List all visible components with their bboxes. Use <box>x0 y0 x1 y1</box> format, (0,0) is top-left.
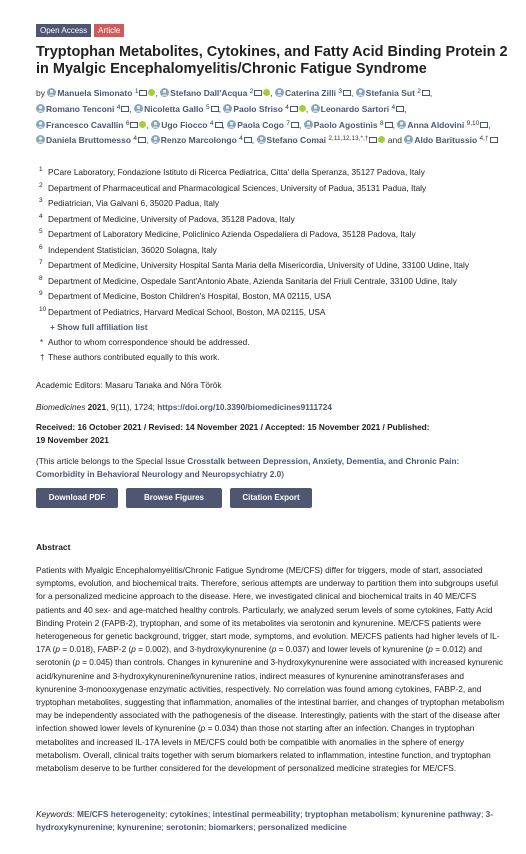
email-icon[interactable] <box>139 90 147 96</box>
citation-export-button[interactable]: Citation Export <box>230 488 312 508</box>
affiliation-text: Department of Medicine, Boston Children's Hospital, Boston, MA 02115, USA <box>48 291 332 301</box>
author-profile-icon <box>227 120 236 129</box>
author-entry <box>227 120 299 130</box>
author-profile-icon <box>356 88 365 97</box>
affiliation-text: Pediatrician, Via Galvani 6, 35020 Padua, Italy <box>48 198 219 208</box>
author-affiliation-number: 1 <box>134 88 139 95</box>
author-affiliation-number: 5 <box>205 103 210 111</box>
affiliation-list <box>36 165 516 365</box>
author-name[interactable]: Romano Tenconi <box>46 103 115 114</box>
author-profile-icon <box>151 135 160 144</box>
publication-dates: Received: 16 October 2021 / Revised: 14 November 2021 / Accepted: 15 November 2021 / Published: 19 November 2021 <box>36 422 430 445</box>
keywords: Keywords: ME/CFS heterogeneity; cytokines; intestinal permeability; tryptophan metabolism; kynurenine pathway; 3-hydroxykynurenine; kynurenine; serotonin; biomarkers; personalized medicine <box>36 809 494 832</box>
author-name[interactable]: Stefano Comai <box>266 135 327 146</box>
abstract-heading: Abstract <box>36 542 71 552</box>
author-entry <box>257 135 386 145</box>
email-icon[interactable] <box>290 106 298 112</box>
author-entry <box>36 135 146 145</box>
author-affiliation-number: 4,† <box>479 135 489 143</box>
abstract-text <box>36 564 506 775</box>
abstract-segment: = 0.002), and 3-hydroxykynurenine ( <box>135 644 272 655</box>
footnote-item <box>36 350 516 365</box>
author-profile-icon <box>223 104 232 113</box>
author-affiliation-number: 4 <box>133 135 138 143</box>
p-value-symbol: p <box>200 723 206 734</box>
keyword-link[interactable]: kynurenine <box>117 822 162 832</box>
footnote-item <box>36 335 516 350</box>
author-entry <box>275 88 351 98</box>
author-affiliation-number: 2,11,12,13,*,† <box>328 135 369 143</box>
footnote-text: These authors contributed equally to this work. <box>48 352 220 362</box>
affiliation-item <box>36 274 516 290</box>
keyword-link[interactable]: 3-hydroxykynurenine <box>36 809 494 832</box>
abstract-segment: = 0.012) and serotonin ( <box>36 644 483 668</box>
keyword-link[interactable]: biomarkers <box>208 822 254 832</box>
special-issue-link[interactable]: Crosstalk between Depression, Anxiety, Dementia, and Chronic Pain: Comorbidity in Behavioral Neurology and Neuropsychiatry 2.0 <box>36 456 460 479</box>
author-entry <box>397 120 488 130</box>
and-word: and <box>387 135 402 146</box>
affiliation-text: Department of Laboratory Medicine, Policlinico Azienda Ospedaliera di Padova, 35128 Padova, Italy <box>48 229 416 239</box>
author-affiliation-number: 4 <box>285 103 289 111</box>
p-value-symbol: p <box>131 644 136 655</box>
author-entry <box>304 120 393 130</box>
author-name[interactable]: Caterina Zilli <box>285 88 337 98</box>
affiliation-item <box>36 305 516 321</box>
abstract-segment: = 0.045) than controls. Changes in kynurenine and 3-hydroxykynurenine were associated with increased kynurenic acid/kynurenine and 3-hydroxykynurenine/kynurenine ratios, indirect measures of kynurenine aminotransferases and kynurenine 3-monooxygenase enzymatic activities, respectively. No correlation was found among cytokines, FABP-2, and tryptophan metabolites, suggesting that inflammation, anomalies of the intestinal barrier, and changes of tryptophan metabolism may be independently associated with the pathogenesis of the disease. Interestingly, patients with the start of the disease after infection showed lower levels of kynurenine ( <box>36 657 505 734</box>
author-affiliation-number: 8 <box>380 119 384 127</box>
author-profile-icon <box>36 120 45 129</box>
author-name[interactable]: Aldo Baritussio <box>414 135 478 146</box>
affiliation-item <box>36 227 516 243</box>
citation <box>36 402 332 412</box>
orcid-icon[interactable] <box>378 136 385 143</box>
affiliation-number: 2 <box>39 181 43 189</box>
affiliation-number: 10 <box>39 305 47 313</box>
author-name[interactable]: Francesco Cavallin <box>46 119 124 130</box>
email-icon[interactable] <box>254 90 262 96</box>
download-pdf-button[interactable]: Download PDF <box>36 488 118 508</box>
article-type-badge: Article <box>94 24 124 37</box>
author-affiliation-number: 9,10 <box>466 119 480 127</box>
browse-figures-button[interactable]: Browse Figures <box>126 488 222 508</box>
journal-name: Biomedicines <box>36 402 86 412</box>
author-entry <box>160 88 270 98</box>
author-entry <box>223 104 306 114</box>
author-profile-icon <box>304 120 313 129</box>
p-value-symbol: p <box>75 657 80 668</box>
affiliation-item <box>36 165 516 181</box>
author-entry <box>47 88 155 98</box>
article-title: Tryptophan Metabolites, Cytokines, and Fatty Acid Binding Protein 2 in Myalgic Encephalomyelitis/Chronic Fatigue Syndrome <box>36 44 508 77</box>
special-issue-note <box>36 455 506 481</box>
affiliation-text: Department of Medicine, University of Padova, 35128 Padova, Italy <box>48 213 295 224</box>
author-name[interactable]: Manuela Simonato <box>57 88 133 98</box>
author-name[interactable]: Paola Cogo <box>237 119 284 130</box>
open-access-badge: Open Access <box>36 24 91 37</box>
author-name[interactable]: Stefano Dall'Acqua <box>170 88 248 98</box>
author-profile-icon <box>397 120 406 129</box>
email-icon[interactable] <box>369 137 377 143</box>
affiliation-number: 4 <box>39 212 43 220</box>
special-issue-suffix: ) <box>281 469 285 479</box>
affiliation-item <box>36 258 516 274</box>
affiliation-number: 5 <box>39 228 43 235</box>
action-buttons <box>36 488 312 508</box>
author-profile-icon <box>36 104 45 113</box>
keywords-label: Keywords: <box>36 809 78 819</box>
email-icon[interactable] <box>422 90 430 96</box>
affiliation-number: 1 <box>39 166 43 173</box>
affiliation-number: 8 <box>39 274 43 282</box>
author-profile-icon <box>160 88 169 97</box>
footnote-symbol: * <box>40 338 44 347</box>
email-icon[interactable] <box>138 137 146 143</box>
author-profile-icon <box>257 135 266 144</box>
author-entry <box>36 104 129 114</box>
affiliation-text: Department of Pediatrics, Harvard Medical School, Boston, MA 02115, USA <box>48 306 326 317</box>
author-entry <box>151 120 222 130</box>
author-entry <box>356 88 430 98</box>
author-entry <box>404 135 497 145</box>
author-entry <box>36 120 146 130</box>
email-icon[interactable] <box>396 106 404 112</box>
keyword-link[interactable]: cytokines <box>169 809 209 819</box>
keyword-link[interactable]: serotonin <box>166 822 204 832</box>
show-affiliations-link[interactable]: + Show full affiliation list <box>50 322 148 332</box>
email-icon[interactable] <box>121 106 129 112</box>
badges <box>36 24 124 37</box>
email-icon[interactable] <box>130 122 138 128</box>
author-affiliation-number: 4 <box>391 103 396 111</box>
author-name[interactable]: Ugo Fiocco <box>161 119 208 130</box>
author-name[interactable]: Nicoletta Gallo <box>144 103 204 114</box>
affiliation-number: 6 <box>39 243 43 251</box>
author-profile-icon <box>404 135 413 144</box>
author-name[interactable]: Daniela Bruttomesso <box>46 135 132 146</box>
author-entry <box>151 135 252 145</box>
email-icon[interactable] <box>490 137 498 143</box>
email-icon[interactable] <box>343 90 351 96</box>
p-value-symbol: p <box>271 644 277 655</box>
affiliation-item <box>36 196 516 212</box>
p-value-symbol: p <box>428 644 433 655</box>
email-icon[interactable] <box>215 122 223 128</box>
email-icon[interactable] <box>480 122 488 128</box>
email-icon[interactable] <box>385 122 393 128</box>
keyword-link[interactable]: personalized medicine <box>257 822 347 832</box>
footnote-text: Author to whom correspondence should be addressed. <box>48 337 250 347</box>
author-list: by Manuela Simonato $^1$ , Stefano Dall'Acqua $^2$ , Caterina Zilli $^3$ , Stefania Sut $^2$ , Romano Tenconi $^4$ , Nicoletta Gallo $^5$ , Paolo Sfriso $^4$ , Leonardo Sartori $^4$ , Francesco Cavallin $^6$ , Ugo Fiocco $^4$ , Paola Cogo $^7$ , Paolo Agostinis $^8$ , Anna Aldovini $^{9,10}$ , Daniela Bruttomesso $^4$ , Renzo Marcolongo $^4$ , Stefano Comai $^{2,11,12,13,*,\dagger}$ and Aldo Baritussio $^{4,\dagger}$ <box>36 85 512 148</box>
abstract-segment: = 0.034) than those not starting after an infection. Changes in tryptophan metabolites and increased IL-17A levels in ME/CFS could both be compatible with anomalies in the sphere of energy metabolism. Overall, clinical traits together with serum biomarkers related to inflammation, intestine function, and tryptophan metabolism deserve to be further considered for the development of personalized medicine strategies for ME/CFS. <box>36 723 491 774</box>
affiliation-item <box>36 243 516 259</box>
author-affiliation-number: 2 <box>417 88 421 95</box>
affiliation-item <box>36 181 516 197</box>
author-name[interactable]: Paolo Agostinis <box>313 119 378 130</box>
affiliation-text: PCare Laboratory, Fondazione Istituto di Ricerca Pediatrica, Citta' della Speranza, 35127 Padova, Italy <box>48 167 425 177</box>
p-value-symbol: p <box>55 644 60 655</box>
author-affiliation-number: 4 <box>239 135 243 143</box>
footnote-symbol: † <box>40 353 45 362</box>
author-profile-icon <box>275 88 284 97</box>
author-profile-icon <box>47 88 56 97</box>
author-affiliation-number: 2 <box>249 88 254 95</box>
abstract-segment: = 0.018), FABP-2 ( <box>60 644 132 655</box>
special-issue-prefix: (This article belongs to the Special Issue <box>36 456 188 466</box>
keyword-link[interactable]: intestinal permeability <box>212 809 301 819</box>
keyword-link[interactable]: tryptophan metabolism <box>304 809 397 819</box>
affiliation-text: Independent Statistician, 36020 Solagna, Italy <box>48 244 217 255</box>
abstract-segment: = 0.037) and lower levels of kynurenine ( <box>276 644 429 655</box>
orcid-icon[interactable] <box>139 121 146 128</box>
keyword-link[interactable]: ME/CFS heterogeneity <box>77 809 166 819</box>
email-icon[interactable] <box>291 122 299 128</box>
author-name[interactable]: Stefania Sut <box>365 88 415 98</box>
author-profile-icon <box>36 135 45 144</box>
author-affiliation-number: 6 <box>125 119 130 127</box>
author-profile-icon <box>134 104 143 113</box>
citation-year: 2021 <box>87 402 107 412</box>
affiliation-text: Department of Medicine, Ospedale Sant'Antonio Abate, Azienda Sanitaria del Friuli Centrale, 33100 Udine, Italy <box>48 275 457 286</box>
author-profile-icon <box>151 120 160 129</box>
email-icon[interactable] <box>244 137 252 143</box>
affiliation-number: 7 <box>39 259 43 266</box>
author-entry <box>311 104 404 114</box>
affiliation-text: Department of Medicine, University Hospital Santa Maria della Misericordia, University of Udine, 33100 Udine, Italy <box>48 260 470 270</box>
author-affiliation-number: 4 <box>116 103 121 111</box>
author-affiliation-number: 3 <box>338 88 343 95</box>
orcid-icon[interactable] <box>263 89 270 96</box>
author-entry <box>134 104 219 114</box>
doi-link[interactable]: https://doi.org/10.3390/biomedicines9111724 <box>157 402 332 412</box>
author-profile-icon <box>311 104 320 113</box>
authors-by-label: by <box>36 88 48 98</box>
keyword-link[interactable]: kynurenine pathway <box>401 809 482 819</box>
author-name[interactable]: Paolo Sfriso <box>233 103 283 114</box>
affiliation-number: 9 <box>39 290 43 297</box>
citation-volume: , 9(11), 1724; <box>106 402 155 412</box>
author-affiliation-number: 4 <box>209 119 214 127</box>
author-affiliation-number: 7 <box>286 119 290 127</box>
author-name[interactable]: Renzo Marcolongo <box>160 135 237 146</box>
academic-editors: Academic Editors: Masaru Tanaka and Nóra Török <box>36 380 222 390</box>
orcid-icon[interactable] <box>299 105 306 112</box>
email-icon[interactable] <box>211 106 219 112</box>
affiliation-text: Department of Pharmaceutical and Pharmacological Sciences, University of Padua, 35131 Padua, Italy <box>48 182 427 193</box>
abstract-segment: Patients with Myalgic Encephalomyelitis/Chronic Fatigue Syndrome (ME/CFS) differ for triggers, mode of start, associated symptoms, evolution, and biochemical traits. Therefore, serious attempts are underway to partition them into subgroups useful for a personalized medicine approach to the disease. Here, we investigated clinical and biochemical traits in 40 ME/CFS patients and 40 sex- and age-matched healthy controls. Particularly, we analyzed serum levels of some cytokines, Fatty Acid Binding Protein 2 (FAPB-2), tryptophan, and some of its metabolites via serotonin and kynurenine. ME/CFS patients were heterogeneous for genetic background, trigger, start mode, symptoms, and evolution. ME/CFS patients had higher levels of IL-17A ( <box>36 565 500 655</box>
affiliation-item <box>36 289 516 305</box>
orcid-icon[interactable] <box>148 89 155 96</box>
author-name[interactable]: Anna Aldovini <box>407 119 465 130</box>
affiliation-item <box>36 212 516 228</box>
affiliation-number: 3 <box>39 197 43 204</box>
author-name[interactable]: Leonardo Sartori <box>320 103 390 114</box>
